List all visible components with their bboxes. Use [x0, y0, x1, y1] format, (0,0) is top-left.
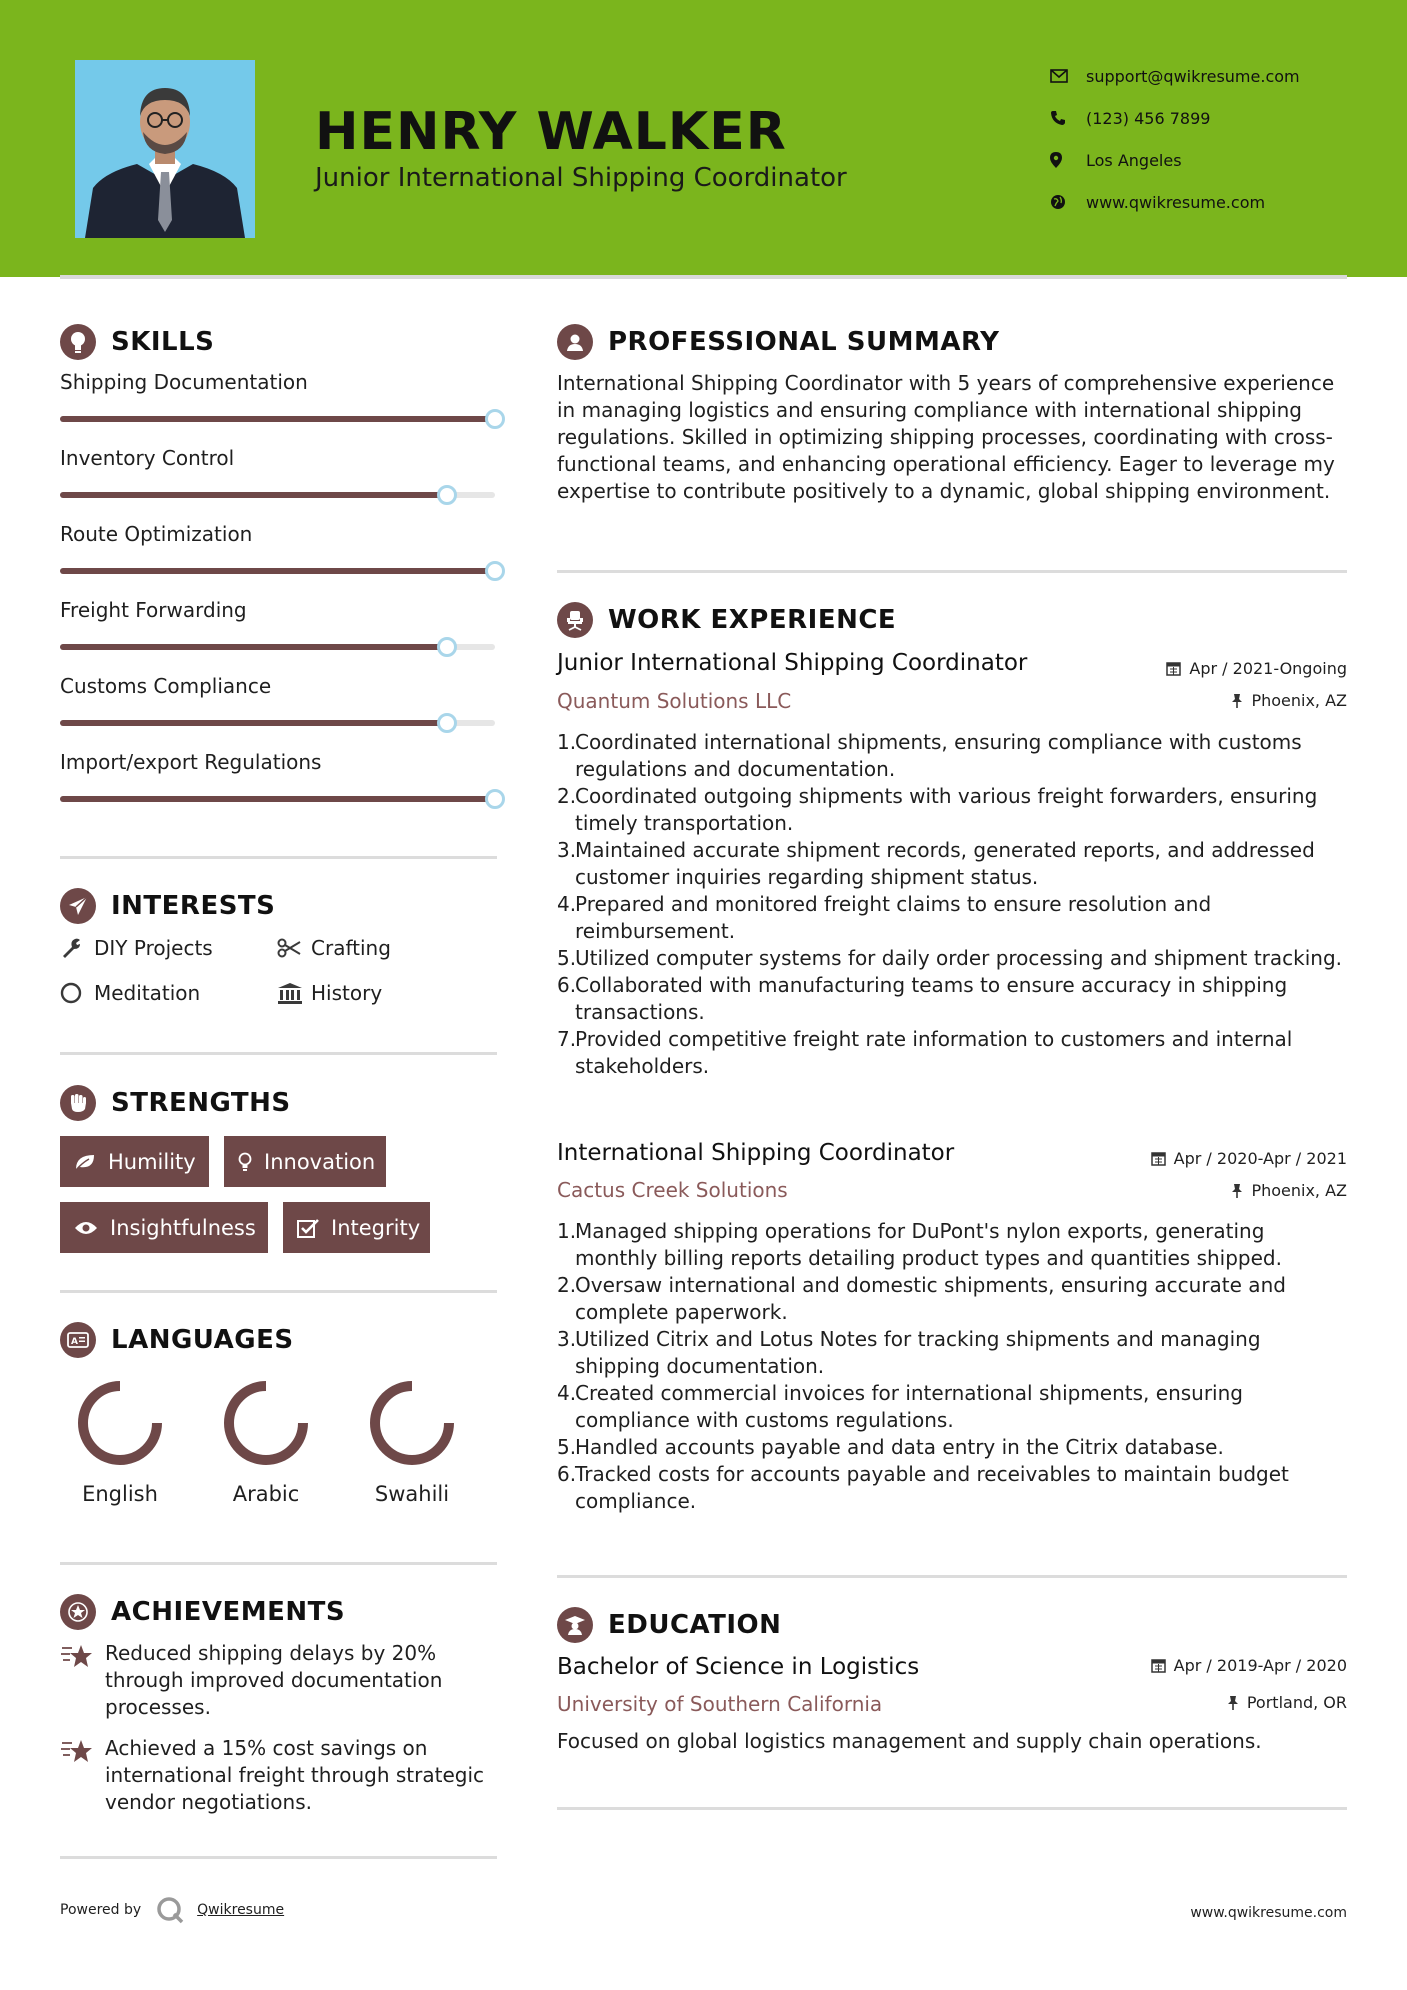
star-icon [60, 1735, 105, 1816]
contact-phone-text: (123) 456 7899 [1086, 108, 1211, 128]
list-text: Managed shipping operations for DuPont's nylon exports, generating monthly billing reports detailing product types and quantities shipped. [575, 1219, 1282, 1270]
skill-label: Import/export Regulations [60, 750, 322, 774]
list-number: 3. [557, 1327, 577, 1351]
list-number: 2. [557, 1273, 577, 1297]
skill-label: Inventory Control [60, 446, 235, 470]
skill-knob [485, 789, 505, 809]
achievement-item: Reduced shipping delays by 20% through improved documentation processes. [60, 1640, 500, 1721]
list-item [557, 972, 1347, 1026]
strengths-heading: STRENGTHS [60, 1085, 291, 1121]
lightbulb-icon [60, 324, 96, 360]
pushpin-icon [1227, 1695, 1239, 1711]
graduate-icon [557, 1607, 593, 1643]
company-name: Cactus Creek Solutions [557, 1178, 788, 1202]
strengths-divider [60, 1290, 497, 1293]
qwikresume-logo-icon [155, 1895, 185, 1925]
list-number: 3. [557, 838, 577, 862]
list-number: 5. [557, 1435, 577, 1459]
list-text: Coordinated outgoing shipments with various freight forwarders, ensuring timely transportation. [575, 784, 1318, 835]
list-text: Created commercial invoices for international shipments, ensuring compliance with customs regulations. [575, 1381, 1243, 1432]
calendar-icon [1151, 1658, 1166, 1673]
job-title: Junior International Shipping Coordinator [557, 650, 1028, 676]
strength-badge: Integrity [283, 1202, 430, 1253]
lightbulb-icon [238, 1152, 252, 1172]
contact-location-text: Los Angeles [1086, 150, 1182, 170]
contact-website-text: www.qwikresume.com [1086, 192, 1266, 212]
list-item [557, 729, 1347, 783]
skill-fill [60, 796, 495, 802]
skill-fill [60, 492, 447, 498]
list-number: 6. [557, 1462, 577, 1486]
job-location: Phoenix, AZ [1231, 691, 1347, 710]
calendar-icon [1151, 1151, 1166, 1166]
achievements-heading: ACHIEVEMENTS [60, 1594, 345, 1630]
summary-heading: PROFESSIONAL SUMMARY [557, 324, 999, 360]
skill-knob [437, 485, 457, 505]
skill-item [60, 370, 500, 422]
contact-website[interactable] [1050, 181, 1300, 223]
museum-icon [277, 982, 311, 1004]
list-item [557, 1326, 1347, 1380]
list-item [557, 1218, 1347, 1272]
job-location: Phoenix, AZ [1231, 1181, 1347, 1200]
svg-text:A: A [71, 1337, 79, 1347]
skill-knob [437, 637, 457, 657]
header-divider [60, 275, 1347, 279]
skill-track [60, 796, 495, 802]
interests-divider [60, 1052, 497, 1055]
contact-block [1050, 55, 1300, 223]
interest-item: Meditation [60, 981, 200, 1005]
list-item [557, 1434, 1347, 1461]
strength-badge: Humility [60, 1136, 209, 1187]
list-number: 4. [557, 1381, 577, 1405]
job-responsibilities [557, 729, 1347, 1080]
contact-location [1050, 139, 1300, 181]
skill-track [60, 720, 495, 726]
job-responsibilities [557, 1218, 1347, 1515]
skill-fill [60, 720, 447, 726]
list-item [557, 1272, 1347, 1326]
skill-track [60, 644, 495, 650]
degree-title: Bachelor of Science in Logistics [557, 1654, 920, 1680]
scissors-icon [277, 938, 311, 958]
strength-badge: Innovation [224, 1136, 386, 1187]
education-divider [557, 1807, 1347, 1810]
circle-icon [60, 982, 94, 1004]
list-number: 1. [557, 730, 577, 754]
education-description: Focused on global logistics management and supply chain operations. [557, 1729, 1262, 1753]
contact-email-text: support@qwikresume.com [1086, 66, 1300, 86]
list-item [557, 1026, 1347, 1080]
list-number: 7. [557, 1027, 577, 1051]
interest-item: DIY Projects [60, 936, 213, 960]
skill-label: Shipping Documentation [60, 370, 308, 394]
education-dates: Apr / 2019-Apr / 2020 [1151, 1656, 1347, 1675]
languages-divider [60, 1562, 497, 1565]
list-text: Utilized computer systems for daily order processing and shipment tracking. [575, 946, 1343, 970]
achievement-item: Achieved a 15% cost savings on international freight through strategic vendor negotiations. [60, 1735, 500, 1816]
list-item [557, 945, 1347, 972]
skill-track [60, 416, 495, 422]
skill-fill [60, 568, 495, 574]
contact-phone[interactable] [1050, 97, 1300, 139]
experience-heading: WORK EXPERIENCE [557, 602, 896, 638]
eye-icon [74, 1220, 98, 1236]
pushpin-icon [1231, 693, 1243, 709]
language-label: English [82, 1482, 158, 1506]
language-label: Swahili [374, 1482, 450, 1506]
summary-divider [557, 570, 1347, 573]
language-ring [367, 1378, 457, 1468]
list-item [557, 783, 1347, 837]
map-pin-icon [1050, 152, 1086, 168]
education-location: Portland, OR [1227, 1693, 1347, 1712]
skill-label: Customs Compliance [60, 674, 272, 698]
language-ring [75, 1378, 165, 1468]
list-number: 2. [557, 784, 577, 808]
list-number: 5. [557, 946, 577, 970]
check-square-icon [297, 1218, 319, 1238]
skill-track [60, 568, 495, 574]
list-text: Oversaw international and domestic shipments, ensuring accurate and complete paperwork. [575, 1273, 1286, 1324]
user-icon [557, 324, 593, 360]
job-dates: Apr / 2021-Ongoing [1166, 659, 1347, 678]
skill-item [60, 674, 500, 726]
skill-track [60, 492, 495, 498]
fist-icon [60, 1085, 96, 1121]
skill-knob [437, 713, 457, 733]
office-chair-icon [557, 602, 593, 638]
star-badge-icon [60, 1594, 96, 1630]
interests-heading: INTERESTS [60, 888, 275, 924]
education-heading: EDUCATION [557, 1607, 781, 1643]
globe-icon [1050, 194, 1086, 210]
skill-fill [60, 416, 495, 422]
language-ring [221, 1378, 311, 1468]
strength-badge: Insightfulness [60, 1202, 268, 1253]
skills-divider [60, 856, 497, 859]
list-item [557, 891, 1347, 945]
list-text: Collaborated with manufacturing teams to ensure accuracy in shipping transactions. [575, 973, 1288, 1024]
language-icon [60, 1322, 96, 1358]
list-text: Maintained accurate shipment records, generated reports, and addressed customer inquiries regarding shipment status. [575, 838, 1315, 889]
achievements-divider [60, 1856, 497, 1859]
list-number: 1. [557, 1219, 577, 1243]
envelope-icon [1050, 69, 1086, 83]
list-number: 6. [557, 973, 577, 997]
language-item [201, 1378, 331, 1506]
footer-powered-by: Powered by Qwikresume [60, 1895, 284, 1925]
job-title: International Shipping Coordinator [557, 1140, 955, 1166]
language-label: Arabic [232, 1482, 300, 1506]
calendar-icon [1166, 661, 1181, 676]
skill-knob [485, 409, 505, 429]
skill-item [60, 446, 500, 498]
interest-item: Crafting [277, 936, 391, 960]
skill-fill [60, 644, 447, 650]
list-number: 4. [557, 892, 577, 916]
wrench-icon [60, 937, 94, 959]
list-text: Handled accounts payable and data entry in the Citrix database. [575, 1435, 1224, 1459]
job-dates: Apr / 2020-Apr / 2021 [1151, 1149, 1347, 1168]
skill-label: Route Optimization [60, 522, 253, 546]
list-text: Prepared and monitored freight claims to ensure resolution and reimbursement. [575, 892, 1212, 943]
skill-label: Freight Forwarding [60, 598, 247, 622]
profile-photo [75, 60, 255, 238]
language-item [347, 1378, 477, 1506]
list-text: Provided competitive freight rate information to customers and internal stakeholders. [575, 1027, 1293, 1078]
languages-heading: A LANGUAGES [60, 1322, 294, 1358]
skill-item [60, 750, 500, 802]
experience-divider [557, 1575, 1347, 1578]
skill-item [60, 522, 500, 574]
paper-plane-icon [60, 888, 96, 924]
summary-text: International Shipping Coordinator with 5 years of comprehensive experience in managing logistics and ensuring compliance with international shipping regulations. Skilled in optimizing shipping processes, coordinating with cross-functional teams, and enhancing operational efficiency. Eager to leverage my expertise to contribute positively to a dynamic, global shipping environment. [557, 371, 1335, 503]
skill-knob [485, 561, 505, 581]
school-name: University of Southern California [557, 1692, 883, 1716]
phone-icon [1050, 110, 1086, 126]
interest-item: History [277, 981, 382, 1005]
contact-email[interactable] [1050, 55, 1300, 97]
star-icon [60, 1640, 105, 1721]
list-text: Utilized Citrix and Lotus Notes for tracking shipments and managing shipping documentation. [575, 1327, 1261, 1378]
pushpin-icon [1231, 1183, 1243, 1199]
list-text: Tracked costs for accounts payable and receivables to maintain budget compliance. [575, 1462, 1289, 1513]
company-name: Quantum Solutions LLC [557, 689, 792, 713]
leaf-icon [74, 1153, 96, 1171]
list-item [557, 1380, 1347, 1434]
list-item [557, 1461, 1347, 1515]
footer-url[interactable]: www.qwikresume.com [1190, 1905, 1347, 1921]
skills-heading: SKILLS [60, 324, 214, 360]
candidate-name: HENRY WALKER [315, 102, 787, 162]
skill-item [60, 598, 500, 650]
language-item [55, 1378, 185, 1506]
qwikresume-link[interactable]: Qwikresume [197, 1902, 285, 1918]
candidate-role: Junior International Shipping Coordinator [315, 163, 847, 193]
list-item [557, 837, 1347, 891]
list-text: Coordinated international shipments, ensuring compliance with customs regulations and documentation. [575, 730, 1302, 781]
